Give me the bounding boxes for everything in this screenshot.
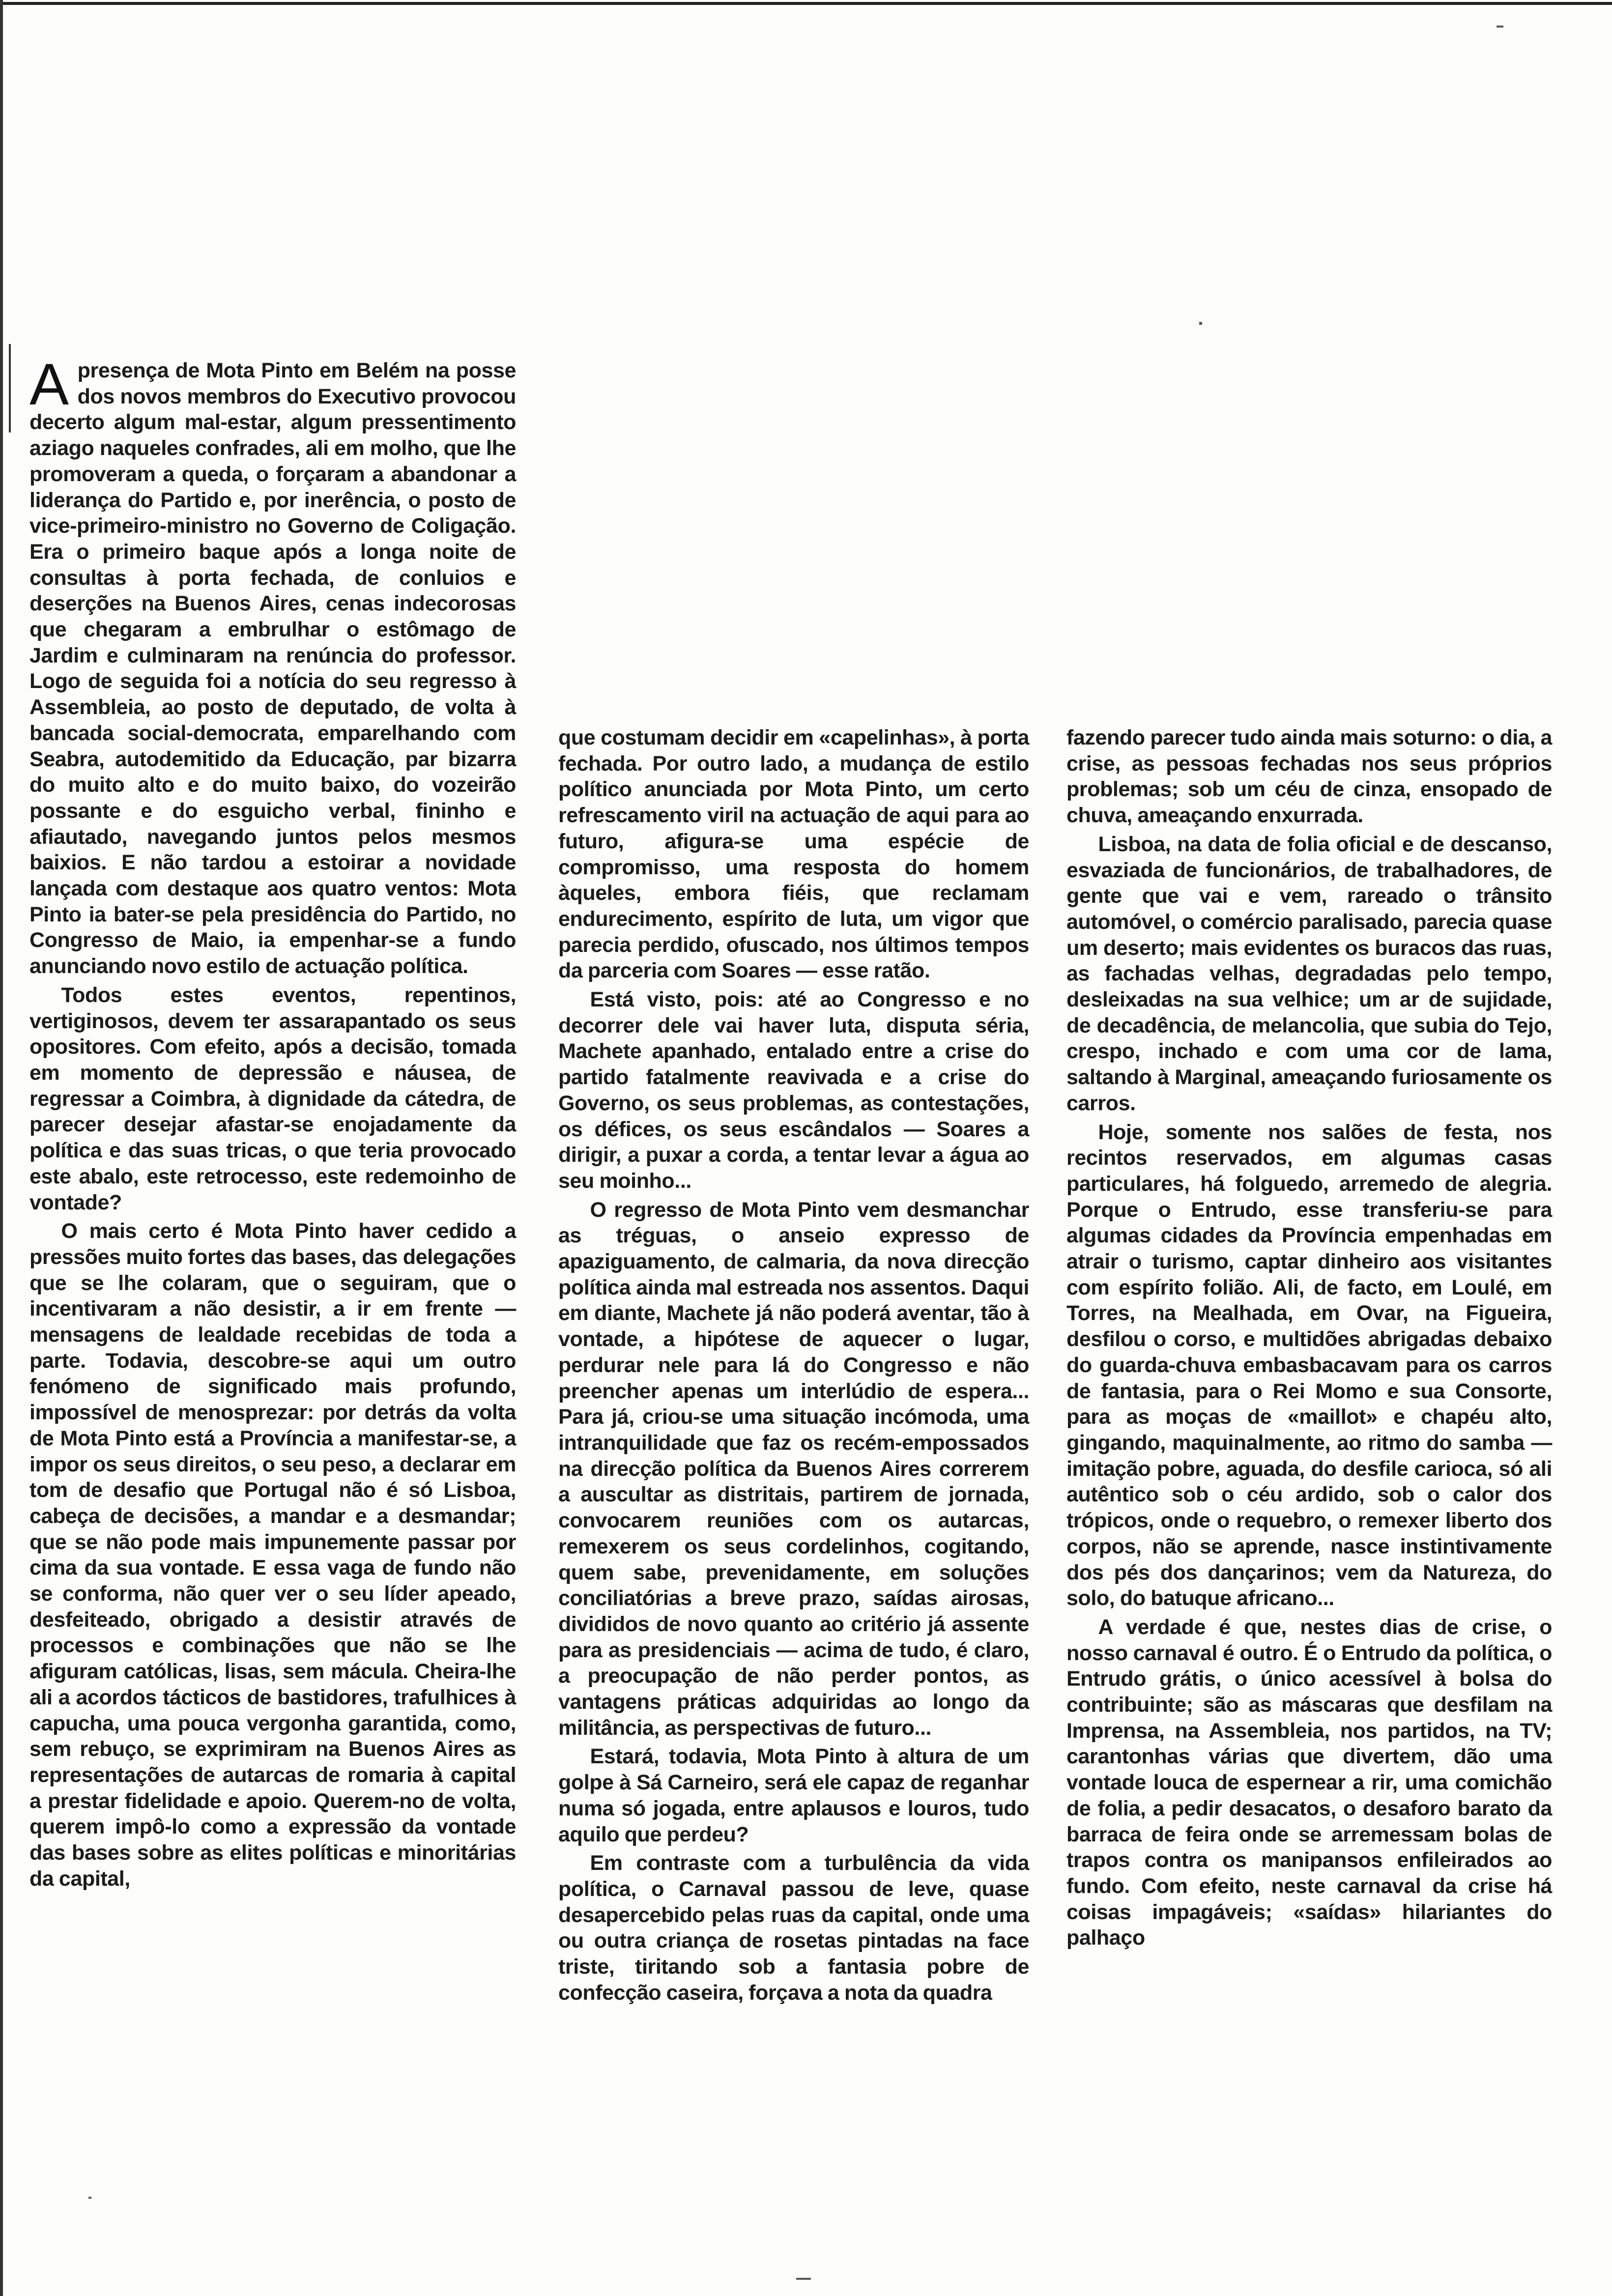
top-rule [0,2,1612,5]
scan-speck [88,2197,91,2199]
paragraph-text: presença de Mota Pinto em Belém na posse dos novos membros do Executivo provocou decerto algum mal-estar, algum pressentimento aziago naqueles confrades, ali em molho, que lhe promoveram a queda, o forçaram a abandonar a liderança do Partido e, por inerência, o posto de vice-primeiro-ministro no Governo de Coligação. Era o primeiro baque após a longa noite de consultas à porta fechada, de conluios e deserções na Buenos Aires, cenas indecorosas que chegaram a embrulhar o estômago de Jardim e culminaram na renúncia do professor. Logo de seguida foi a notícia do seu regresso à Assembleia, ao posto de deputado, de volta à bancada social-democrata, emparelhando com Seabra, autodemitido da Educação, par bizarra do muito alto e do muito baixo, do vozeirão possante e do esguicho verbal, fininho e afiautado, navegando juntos pelos mesmos baixios. E não tardou a estoirar a novidade lançada com destaque aos quatro ventos: Mota Pinto ia bater-se pela presidência do Partido, no Congresso de Maio, ia empenhar-se a fundo anunciando novo estilo de actuação política. [29,359,516,978]
paragraph: A verdade é que, nestes dias de crise, o nosso carnaval é outro. É o Entrudo da política, o Entrudo grátis, o único acessível à bolsa do contribuinte; são as máscaras que desfilam na Imprensa, na Assembleia, nos partidos, na TV; carantonhas várias que divertem, dão uma vontade louca de espernear a rir, uma comichão de folia, a pedir desacatos, o desaforo barato da barraca de feira onde se arremessam bolas de trapos contra os manipansos enfileirados ao fundo. Com efeito, neste carnaval da crise há coisas impagáveis; «saídas» hilariantes do palhaço [1066,1615,1552,1950]
paragraph: O mais certo é Mota Pinto haver cedido a pressões muito fortes das bases, das delegações que se lhe colaram, que o seguiram, que o incentivaram a não desistir, a ir em frente — mensagens de lealdade recebidas de toda a parte. Todavia, descobre-se aqui um outro fenómeno de significado mais profundo, impossível de menosprezar: por detrás da volta de Mota Pinto está a Província a manifestar-se, a impor os seus direitos, o seu peso, a declarar em tom de desafio que Portugal não é só Lisboa, cabeça de decisões, a mandar e a desmandar; que se não pode mais impunemente passar por cima da sua vontade. E essa vaga de fundo não se conforma, não quer ver o seu líder apeado, desfeiteado, obrigado a desistir através de processos e combinações que não se lhe afiguram católicas, lisas, sem mácula. Cheira-lhe ali a acordos tácticos de bastidores, trafulhices à capucha, uma pouca vergonha garantida, como, sem rebuço, se exprimiram na Buenos Aires as representações de autarcas de romaria à capital a prestar fidelidade e apoio. Querem-no de volta, querem impô-lo como a expressão da vontade das bases sobre as elites políticas e minoritárias da capital, [29,1219,516,1891]
left-margin-rule [0,0,3,2296]
paragraph: Está visto, pois: até ao Congresso e no decorrer dele vai haver luta, disputa séria, Machete apanhado, entalado entre a crise do partido fatalmente reavivada e a crise do Governo, os seus problemas, as contestações, os défices, os seus escândalos — Soares a dirigir, a puxar a corda, a tentar levar a água ao seu moinho... [558,988,1029,1193]
paragraph: fazendo parecer tudo ainda mais soturno: o dia, a crise, as pessoas fechadas nos seus próprios problemas; sob um céu de cinza, ensopado de chuva, ameaçando enxurrada. [1066,726,1552,828]
paragraph: Lisboa, na data de folia oficial e de descanso, esvaziada de funcionários, de trabalhadores, de gente que vai e vem, rareado o trânsito automóvel, o comércio paralisado, parecia quase um deserto; mais evidentes os buracos das ruas, as fachadas velhas, degradadas pelo tempo, desleixadas na sua velhice; um ar de sujidade, de decadência, de melancolia, que subia do Tejo, crespo, inchado e com uma cor de lama, saltando à Marginal, ameaçando furiosamente os carros. [1066,832,1552,1115]
scan-speck [1497,26,1503,28]
article-column-2 [558,725,1029,2009]
scan-speck [796,2278,811,2280]
paragraph: Em contraste com a turbulência da vida política, o Carnaval passou de leve, quase desapercebido pelas ruas da capital, onde uma ou outra criança de rosetas pintadas na face triste, tiritando sob a fantasia pobre de confecção caseira, forçava a nota da quadra [558,1851,1029,2005]
drop-cap: A [29,351,69,417]
paragraph: O regresso de Mota Pinto vem desmanchar as tréguas, o anseio expresso de apaziguamento, de calmaria, da nova direcção política ainda mal estreada nos assentos. Daqui em diante, Machete já não poderá aventar, tão à vontade, a hipótese de aquecer o lugar, perdurar nele para lá do Congresso e não preencher apenas um interlúdio de espera... Para já, criou-se uma situação incómoda, uma intranquilidade que faz os recém-empossados na direcção política da Buenos Aires correrem a auscultar as distritais, partirem de jornada, convocarem reuniões com os autarcas, remexerem os seus cordelinhos, cogitando, quem sabe, prevenidamente, em soluções conciliatórias a breve prazo, saídas airosas, divididos de novo quanto ao critério já assente para as presidenciais — acima de tudo, é claro, a preocupação de não perder pontos, as vantagens práticas adquiridas ao longo da militância, as perspectivas de futuro... [558,1198,1029,1740]
article-column-3 [1066,725,1552,1954]
article-column-1 [29,351,516,1894]
paragraph: Estará, todavia, Mota Pinto à altura de um golpe à Sá Carneiro, será ele capaz de reganhar numa só jogada, entre aplausos e louros, tudo aquilo que perdeu? [558,1745,1029,1846]
paragraph: Todos estes eventos, repentinos, vertiginosos, devem ter assarapantado os seus opositores. Com efeito, após a decisão, tomada em momento de depressão e náusea, de regressar a Coimbra, à dignidade da cátedra, de parecer desejar afastar-se enojadamente da política e das suas tricas, o que teria provocado este abalo, este retrocesso, este redemoinho de vontade? [29,983,516,1214]
paragraph: Hoje, somente nos salões de festa, nos recintos reservados, em algumas casas particulares, há folguedo, arremedo de alegria. Porque o Entrudo, esse transferiu-se para algumas cidades da Província empenhadas em atrair o turismo, captar dinheiro aos visitantes com espírito folião. Ali, de facto, em Loulé, em Torres, na Mealhada, em Ovar, na Figueira, desfilou o corso, e multidões abrigadas debaixo do guarda-chuva embasbacavam para os carros de fantasia, para o Rei Momo e sua Consorte, para as moças de «maillot» e chapéu alto, gingando, maquinalmente, ao ritmo do samba — imitação pobre, aguada, do desfile carioca, só ali autêntico sob o céu ardido, sob o calor dos trópicos, onde o requebro, o remexer liberto dos corpos, não se aprende, nasce instintivamente dos pés dos dançarinos; vem da Natureza, do solo, do batuque africano... [1066,1120,1552,1610]
paragraph [29,351,516,979]
column-rule [9,344,11,432]
scan-speck [1199,322,1202,325]
paragraph: que costumam decidir em «capelinhas», à porta fechada. Por outro lado, a mudança de estilo político anunciada por Mota Pinto, um certo refrescamento viril na actuação de aqui para ao futuro, afigura-se uma espécie de compromisso, uma resposta do homem àqueles, embora fiéis, que reclamam endurecimento, espírito de luta, um vigor que parecia perdido, ofuscado, nos últimos tempos da parceria com Soares — esse ratão. [558,726,1029,983]
